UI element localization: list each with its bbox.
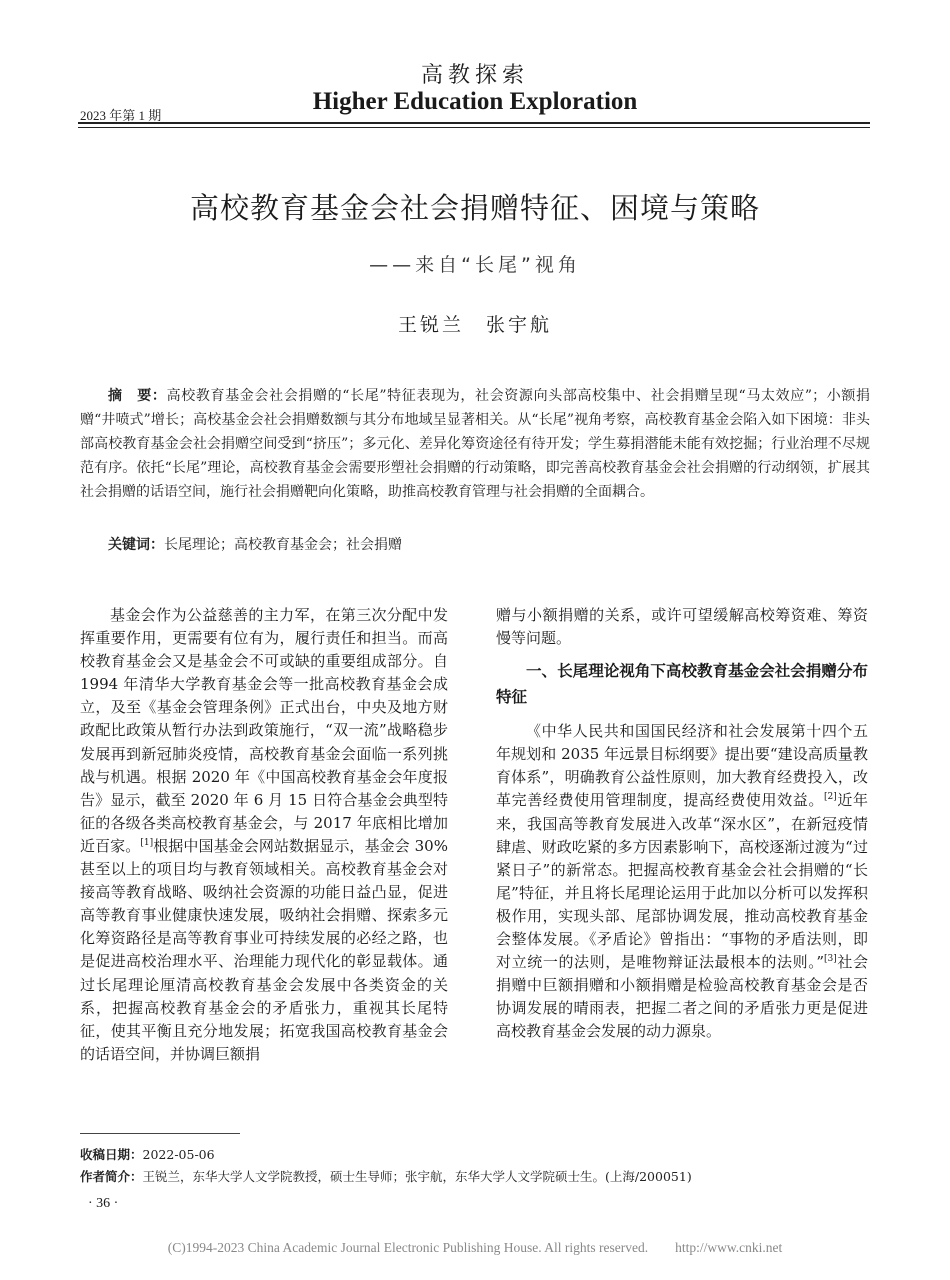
keywords-text: 长尾理论；高校教育基金会；社会捐赠 (164, 537, 402, 553)
citation-ref: [1] (140, 837, 154, 848)
body-left-column (80, 604, 448, 1066)
abstract-text: 高校教育基金会社会捐赠的“长尾”特征表现为，社会资源向头部高校集中、社会捐赠呈现“马太效应”；小额捐赠“井喷式”增长；高校基金会社会捐赠数额与其分布地域呈显著相关。从“长尾”视角考察，高校教育基金会陷入如下困境：非头部高校教育基金会社会捐赠空间受到“挤压”；多元化、差异化筹资途径有待开发；学生募捐潜能未能有效挖掘；行业治理不尽规范有序。依托“长尾”理论，高校教育基金会需要形塑社会捐赠的行动策略，即完善高校教育基金会社会捐赠的行动纲领，扩展其社会捐赠的话语空间，施行社会捐赠靶向化策略，助推高校教育管理与社会捐赠的全面耦合。 (80, 388, 870, 500)
received-date (80, 1146, 870, 1164)
footnote-rule (80, 1133, 240, 1134)
citation-ref: [2] (823, 792, 837, 803)
paragraph-text: 《中华人民共和国国民经济和社会发展第十四个五年规划和 2035 年远景目标纲要》提出要“建设高质量教育体系”，明确教育公益性原则，加大教育经费投入，改革完善经费使用管理制度，提高经费使用效益。 (496, 722, 868, 810)
body-right-column (496, 604, 868, 1044)
citation-ref: [3] (824, 954, 837, 965)
article-subtitle: ——来自“长尾”视角 (369, 254, 581, 276)
article-authors: 王锐兰 张宇航 (397, 314, 552, 336)
paragraph-text: 根据中国基金会网站数据显示，基金会 30% 甚至以上的项目均与教育领域相关。高校教育基金会对接高等教育战略、吸纳社会资源的功能日益凸显，促进高等教育事业健康快速发展，吸纳社会捐赠、探索多元化筹资路径是高等教育事业可持续发展的必经之路，也是促进高校治理水平、治理能力现代化的彰显载体。通过长尾理论厘清高校教育基金会发展中各类资金的关系，把握高校教育基金会的矛盾张力，重视其长尾特征，使其平衡且充分地发展；拓宽我国高校教育基金会的话语空间，并协调巨额捐 (80, 836, 448, 1063)
keywords-label: 关键词： (108, 537, 164, 553)
paragraph: 赠与小额捐赠的关系，或许可望缓解高校筹资难、筹资慢等问题。 (496, 606, 868, 648)
paragraph-text: 近年来，我国高等教育发展进入改革“深水区”，在新冠疫情肆虐、财政吃紧的多方因素影响下，高校逐渐过渡为“过紧日子”的新常态。把握高校教育基金会社会捐赠的“长尾”特征，并且将长尾理论运用于此加以分析可以发挥积极作用，实现头部、尾部协调发展，推动高校教育基金会整体发展。《矛盾论》曾指出：“事物的矛盾法则，即对立统一的法则，是唯物辩证法最根本的法则。” (496, 791, 868, 972)
section-heading: 一、长尾理论视角下高校教育基金会社会捐赠分布特征 (496, 662, 868, 707)
received-label: 收稿日期： (80, 1147, 143, 1162)
author-info (80, 1168, 870, 1186)
journal-title-en: Higher Education Exploration (312, 88, 638, 115)
article-title: 高校教育基金会社会捐赠特征、困境与策略 (189, 191, 760, 225)
journal-title-cn: 高教探索 (420, 63, 529, 88)
abstract-label: 摘 要： (108, 388, 167, 404)
header-rule-thin (78, 127, 870, 128)
copyright-notice: (C)1994-2023 China Academic Journal Electronic Publishing House. All rights reserved. http://www.cnki.net (167, 1240, 783, 1255)
keywords (80, 535, 870, 555)
paragraph-text: 社会捐赠中巨额捐赠和小额捐赠是检验高校教育基金会是否协调发展的晴雨表，把握二者之间的矛盾张力更是促进高校教育基金会发展的动力源泉。 (496, 953, 868, 1041)
paragraph-text: 基金会作为公益慈善的主力军，在第三次分配中发挥重要作用，更需要有位有为，履行责任和担当。而高校教育基金会又是基金会不可或缺的重要组成部分。自 1994 年清华大学教育基金会等一批高校教育基金会成立，及至《基金会管理条例》正式出台，中央及地方财政配比政策从暂行办法到政策施行，“双一流”战略稳步发展再到新冠肺炎疫情，高校教育基金会面临一系列挑战与机遇。根据 2020 年《中国高校教育基金会年度报告》显示，截至 2020 年 6 月 15 日符合基金会典型特征的各级各类高校教育基金会，与 2017 年底相比增加近百家。 (80, 606, 448, 855)
page-number: · 36 · (88, 1196, 119, 1211)
paragraph (80, 604, 448, 1066)
abstract (80, 384, 870, 504)
author-info-label: 作者简介： (80, 1169, 143, 1184)
issue-label: 2023 年第 1 期 (80, 108, 162, 123)
header-rule-thick (78, 122, 870, 124)
author-info-text: 王锐兰，东华大学人文学院教授，硕士生导师；张宇航，东华大学人文学院硕士生。(上海/200051) (142, 1169, 692, 1184)
received-value: 2022-05-06 (142, 1147, 215, 1162)
paragraph (496, 720, 868, 1043)
